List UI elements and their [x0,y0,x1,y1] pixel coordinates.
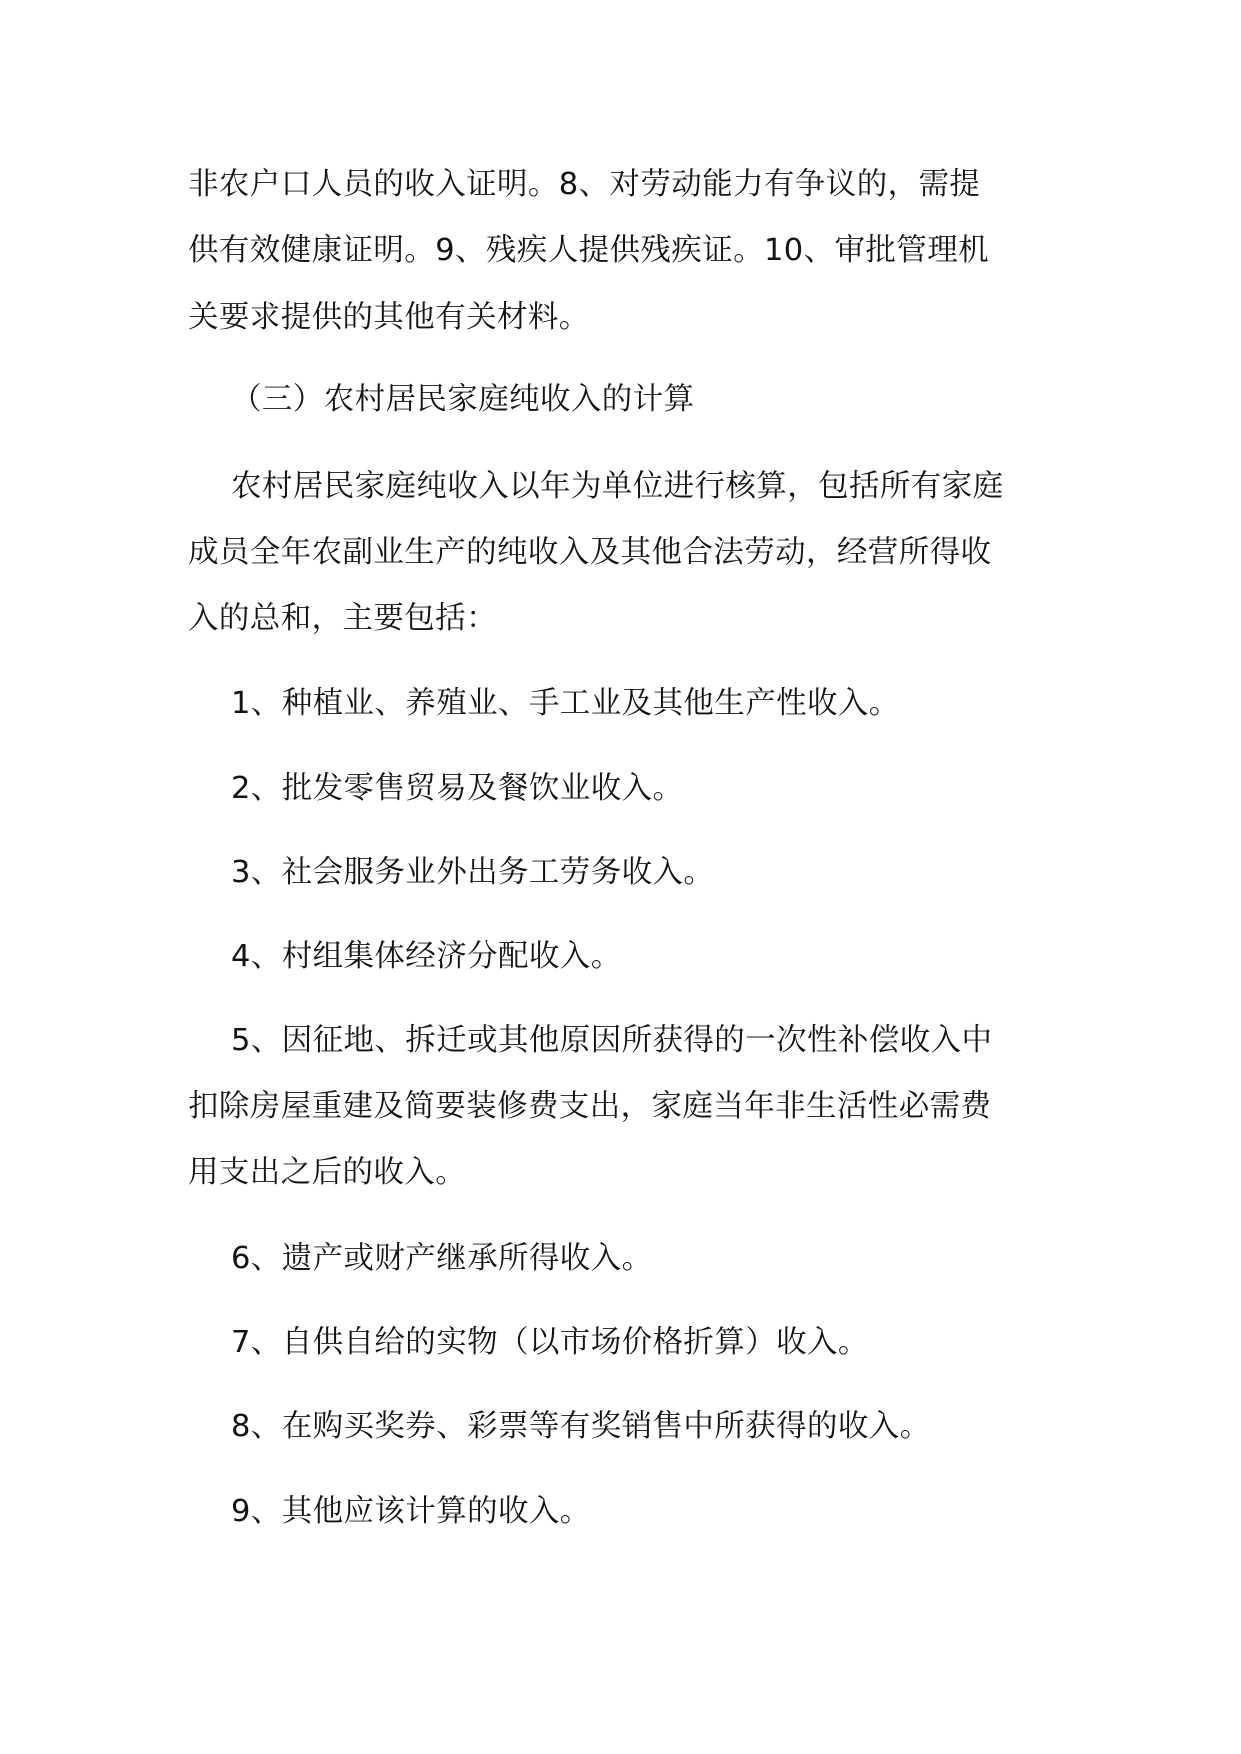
list-item-continuation: 扣除房屋重建及简要装修费支出，家庭当年非生活性必需费 [188,1089,992,1124]
list-item: 4、村组集体经济分配收入。 [231,939,622,974]
paragraph-line: 农村居民家庭纯收入以年为单位进行核算，包括所有家庭 [231,469,1004,504]
list-item: 1、种植业、养殖业、手工业及其他生产性收入。 [231,686,900,721]
text-line: 供有效健康证明。9、残疾人提供残疾证。10、审批管理机 [188,233,990,268]
list-item: 9、其他应该计算的收入。 [231,1494,591,1529]
list-item: 5、因征地、拆迁或其他原因所获得的一次性补偿收入中 [231,1023,993,1058]
list-item: 8、在购买奖券、彩票等有奖销售中所获得的收入。 [231,1409,931,1444]
paragraph-line: 成员全年农副业生产的纯收入及其他合法劳动，经营所得收 [188,535,992,570]
section-heading: （三）农村居民家庭纯收入的计算 [231,382,695,417]
list-item: 7、自供自给的实物（以市场价格折算）收入。 [231,1325,869,1360]
list-item: 3、社会服务业外出务工劳务收入。 [231,855,715,890]
list-item: 2、批发零售贸易及餐饮业收入。 [231,771,684,806]
list-item: 6、遗产或财产继承所得收入。 [231,1241,653,1276]
paragraph-line: 入的总和，主要包括： [188,601,497,636]
list-item-continuation: 用支出之后的收入。 [188,1155,467,1190]
text-line: 非农户口人员的收入证明。8、对劳动能力有争议的，需提 [188,167,981,202]
text-line: 关要求提供的其他有关材料。 [188,300,590,335]
